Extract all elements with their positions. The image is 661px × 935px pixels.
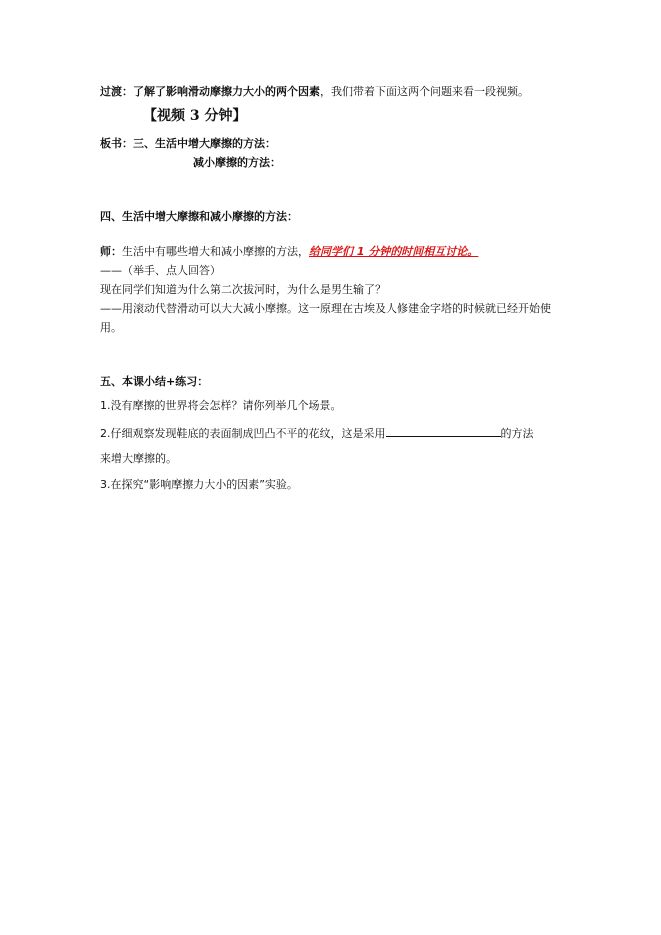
board-line-1 <box>100 136 276 152</box>
exercise-2-text-after: 的方法 <box>500 427 534 440</box>
transition-bold-text: 了解了影响滑动摩擦力大小的两个因素 <box>133 85 320 98</box>
transition-rest-text: ，我们带着下面这两个问题来看一段视频。 <box>320 85 529 98</box>
teacher-red-text: 给同学们 1 分钟的时间相互讨论。 <box>309 245 479 258</box>
transition-line <box>100 84 529 100</box>
exercise-1: 1.没有摩擦的世界将会怎样？请你列举几个场景。 <box>100 399 342 412</box>
tug-of-war-question: 现在同学们知道为什么第二次拔河时，为什么是男生输了？ <box>100 283 386 296</box>
board-item-increase: 三、生活中增大摩擦的方法： <box>133 137 276 150</box>
teacher-label: 师： <box>100 245 122 258</box>
teacher-line <box>100 244 478 260</box>
student-response: ——（举手、点人回答） <box>100 264 221 277</box>
exercise-3: 3.在探究“影响摩擦力大小的因素”实验。 <box>100 478 298 491</box>
video-note: 【视频 3 分钟】 <box>143 108 247 124</box>
transition-label: 过渡： <box>100 85 133 98</box>
board-label: 板书： <box>100 137 133 150</box>
exercise-2-text-before: 2.仔细观察发现鞋底的表面制成凹凸不平的花纹，这是采用 <box>100 427 386 440</box>
rolling-friction-answer: ——用滚动代替滑动可以大大减小摩擦。这一原理在古埃及人修建金字塔的时候就已经开始使用。 <box>100 302 551 334</box>
exercise-2 <box>100 425 534 442</box>
section5-heading: 五、本课小结+练习： <box>100 375 209 388</box>
teacher-text: 生活中有哪些增大和减小摩擦的方法， <box>122 245 309 258</box>
exercise-2-continuation: 来增大摩擦的。 <box>100 452 177 465</box>
exercise-2-blank[interactable] <box>386 425 501 437</box>
board-item-decrease: 减小摩擦的方法： <box>193 156 281 169</box>
section4-heading: 四、生活中增大摩擦和减小摩擦的方法： <box>100 210 298 223</box>
